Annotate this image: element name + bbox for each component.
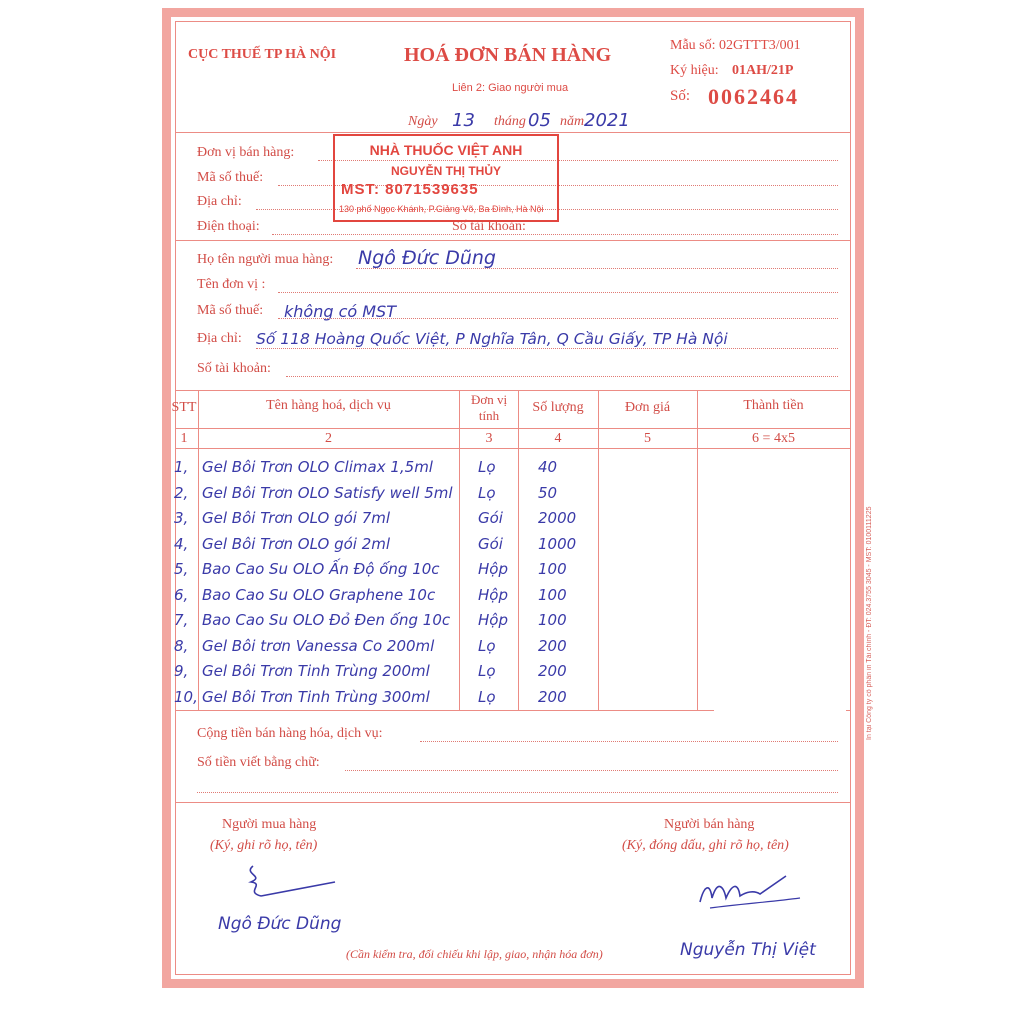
buyer-tax-value: không có MST: [284, 302, 396, 321]
seller-sign-hint: (Ký, đóng dấu, ghi rõ họ, tên): [622, 838, 789, 853]
buyer-tax-label: Mã số thuế:: [197, 303, 264, 318]
tax-agency: CỤC THUẾ TP HÀ NỘI: [188, 47, 337, 62]
row-item-name: Gel Bôi Trơn OLO gói 2ml: [202, 535, 391, 553]
row-unit: Lọ: [478, 688, 496, 706]
seller-account-label: Số tài khoản:: [452, 219, 526, 234]
invoice-copy: Liên 2: Giao người mua: [452, 82, 569, 94]
date-day-label: Ngày: [408, 114, 438, 129]
buyer-account-label: Số tài khoản:: [197, 361, 271, 376]
row-qty: 200: [538, 637, 567, 655]
side-print-text: In tại Công ty cổ phần in Tài chính - ĐT: 024.3755 3045 - MST: 0100111225: [866, 506, 873, 740]
buyer-signed-name: Ngô Đức Dũng: [218, 914, 342, 934]
redacted-unit-price: [602, 452, 692, 707]
redacted-amount-words: [352, 746, 702, 792]
number-label: Số:: [670, 88, 691, 104]
col-name: Tên hàng hoá, dịch vụ: [266, 398, 391, 413]
row-stt: 4,: [174, 535, 189, 553]
symbol-value: 01AH/21P: [732, 63, 794, 78]
col-amount: Thành tiền: [743, 398, 804, 413]
stamp-mst: MST: 8071539635: [341, 181, 479, 198]
row-item-name: Bao Cao Su OLO Graphene 10c: [202, 586, 436, 604]
col-unit: Đơn vị tính: [470, 392, 508, 423]
redacted-amount: [714, 452, 846, 754]
row-qty: 2000: [538, 509, 577, 527]
buyer-sign-hint: (Ký, ghi rõ họ, tên): [210, 838, 318, 853]
seller-signature-mark: [690, 868, 810, 912]
row-item-name: Bao Cao Su OLO Đỏ Đen ống 10c: [202, 611, 451, 629]
buyer-sign-title: Người mua hàng: [222, 817, 317, 832]
row-stt: 6,: [174, 586, 189, 604]
footer-note: (Cần kiểm tra, đối chiếu khi lập, giao, nhận hóa đơn): [346, 947, 603, 961]
seller-signed-name: Nguyễn Thị Việt: [680, 940, 816, 960]
col-qty: Số lượng: [532, 400, 584, 415]
seller-address-label: Địa chỉ:: [197, 194, 242, 209]
col-stt: STT: [171, 400, 197, 415]
row-qty: 50: [538, 484, 558, 502]
row-item-name: Gel Bôi Trơn Tinh Trùng 200ml: [202, 662, 430, 680]
row-stt: 1,: [174, 458, 189, 476]
row-item-name: Gel Bôi Trơn OLO Climax 1,5ml: [202, 458, 433, 476]
row-qty: 40: [538, 458, 558, 476]
row-stt: 7,: [174, 611, 189, 629]
idx-5: 5: [644, 431, 651, 446]
seller-unit-label: Đơn vị bán hàng:: [197, 145, 295, 160]
seller-tax-label: Mã số thuế:: [197, 170, 264, 185]
form-number: Mẫu số: 02GTTT3/001: [670, 38, 801, 53]
words-label: Số tiền viết bằng chữ:: [197, 755, 320, 770]
row-unit: Lọ: [478, 662, 496, 680]
seller-sign-title: Người bán hàng: [664, 817, 755, 832]
divider-buyer-top: [176, 240, 850, 241]
row-stt: 5,: [174, 560, 189, 578]
buyer-signature-mark: [225, 862, 365, 902]
row-qty: 100: [538, 586, 567, 604]
col-price: Đơn giá: [624, 400, 671, 415]
seller-stamp: [333, 134, 559, 222]
idx-3: 3: [485, 431, 493, 446]
row-unit: Lọ: [478, 484, 496, 502]
row-item-name: Gel Bôi Trơn OLO Satisfy well 5ml: [202, 484, 453, 502]
buyer-address-label: Địa chỉ:: [197, 331, 242, 346]
date-month-label: tháng: [494, 114, 526, 129]
row-unit: Lọ: [478, 637, 496, 655]
idx-1: 1: [180, 431, 188, 446]
row-item-name: Gel Bôi Trơn OLO gói 7ml: [202, 509, 391, 527]
row-item-name: Bao Cao Su OLO Ấn Độ ống 10c: [202, 560, 440, 578]
row-stt: 8,: [174, 637, 189, 655]
stamp-owner: NGUYỄN THỊ THỦY: [390, 164, 501, 178]
seller-phone-label: Điện thoại:: [197, 219, 260, 234]
invoice-title: HOÁ ĐƠN BÁN HÀNG: [404, 44, 612, 66]
invoice-number: 0062464: [708, 84, 799, 109]
date-year-label: năm: [560, 114, 585, 129]
symbol-label: Ký hiệu:: [670, 63, 719, 78]
row-unit: Gói: [478, 509, 503, 527]
row-qty: 200: [538, 662, 567, 680]
row-stt: 10,: [174, 688, 198, 706]
date-year: 2021: [584, 110, 630, 131]
row-qty: 200: [538, 688, 567, 706]
row-unit: Lọ: [478, 458, 496, 476]
date-month: 05: [528, 110, 551, 131]
stamp-shop-name: NHÀ THUỐC VIỆT ANH: [369, 142, 523, 158]
row-qty: 100: [538, 611, 567, 629]
row-item-name: Gel Bôi Trơn Tinh Trùng 300ml: [202, 688, 430, 706]
row-stt: 9,: [174, 662, 189, 680]
buyer-address: Số 118 Hoàng Quốc Việt, P Nghĩa Tân, Q Cầu Giấy, TP Hà Nội: [256, 330, 728, 348]
divider-seller-top: [176, 132, 850, 133]
buyer-unit-label: Tên đơn vị :: [197, 277, 266, 292]
idx-2: 2: [325, 431, 332, 446]
row-stt: 2,: [174, 484, 189, 502]
row-qty: 100: [538, 560, 567, 578]
buyer-name: Ngô Đức Dũng: [358, 247, 496, 269]
row-unit: Gói: [478, 535, 503, 553]
sum-label: Cộng tiền bán hàng hóa, dịch vụ:: [197, 726, 383, 741]
buyer-name-label: Họ tên người mua hàng:: [197, 252, 334, 267]
row-stt: 3,: [174, 509, 189, 527]
row-unit: Hộp: [478, 611, 508, 629]
side-print: [866, 440, 880, 740]
row-unit: Hộp: [478, 560, 508, 578]
idx-6: 6 = 4x5: [752, 431, 795, 446]
row-qty: 1000: [538, 535, 577, 553]
idx-4: 4: [554, 431, 562, 446]
stamp-address: 130 phố Ngọc Khánh, P.Giảng Võ, Ba Đình, Hà Nội: [339, 204, 544, 214]
date-day: 13: [452, 110, 475, 131]
row-item-name: Gel Bôi trơn Vanessa Co 200ml: [202, 637, 435, 655]
row-unit: Hộp: [478, 586, 508, 604]
